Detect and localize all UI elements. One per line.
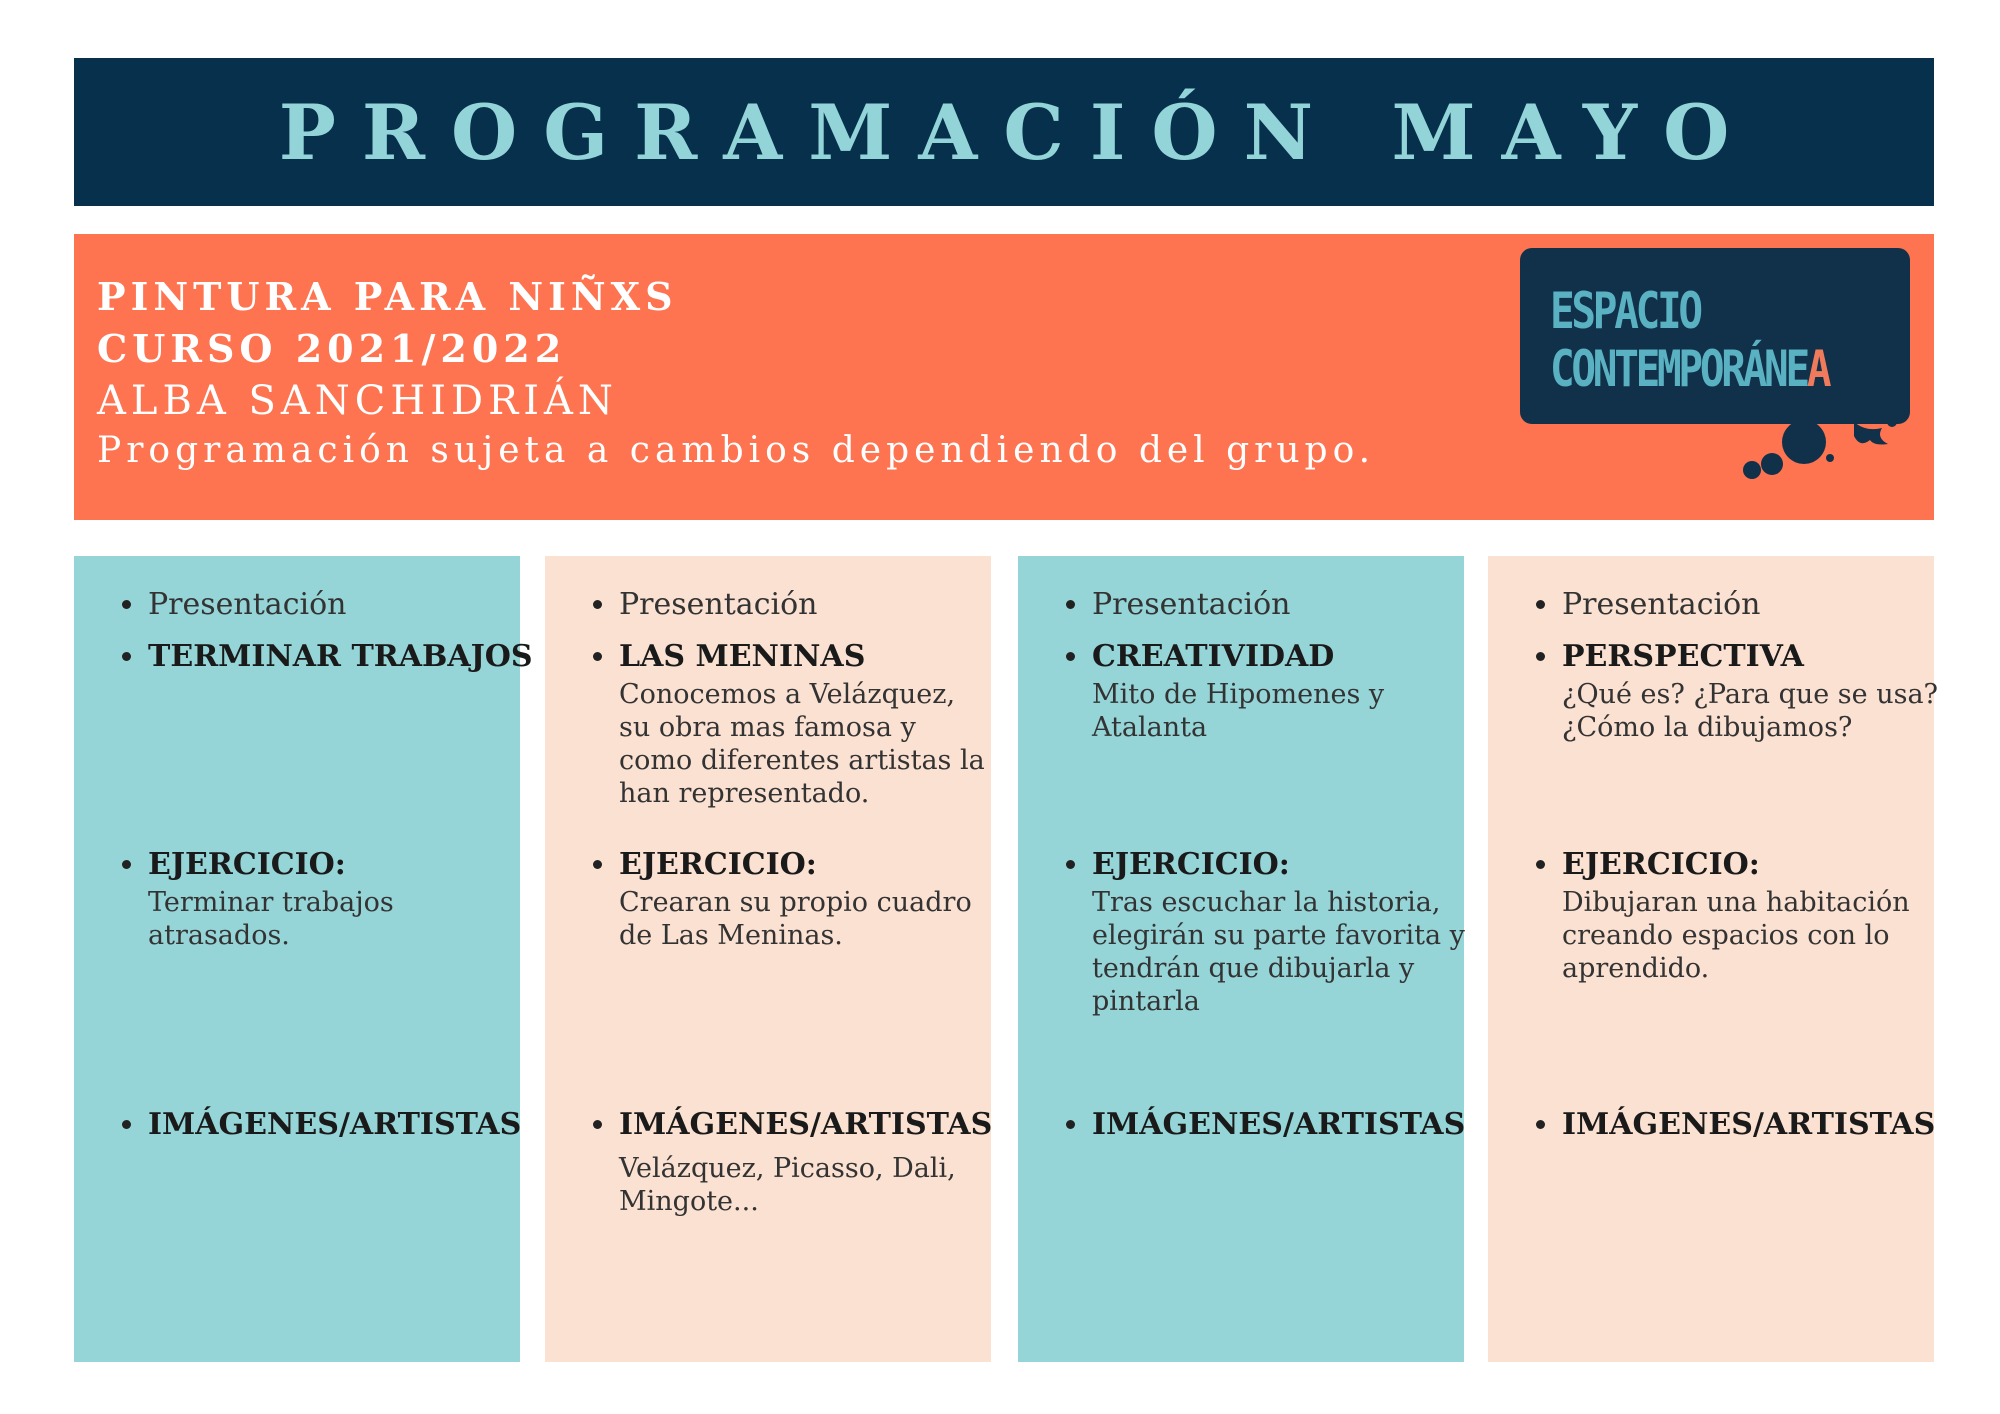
bullet-icon [593,860,602,869]
bullet-icon [122,860,131,869]
ink-splat-icon [1654,414,1914,514]
bullet-icon [122,652,131,661]
topic-item: CREATIVIDAD Mito de Hipomenes y Atalanta [1092,638,1454,744]
bullet-icon [1066,652,1075,661]
topic-description: Conocemos a Velázquez, su obra mas famosa y como diferentes artistas la han representado. [619,679,985,809]
images-description: Velázquez, Picasso, Dali, Mingote... [619,1153,956,1217]
exercise-item: EJERCICIO: Terminar trabajos atrasados. [148,846,510,952]
images-item: IMÁGENES/ARTISTAS Velázquez, Picasso, Dali, Mingote... [619,1106,981,1218]
week-column-2 [545,556,991,1362]
intro-item: Presentación [1562,586,1924,624]
bullet-icon [1066,860,1075,869]
bullet-icon [1536,860,1545,869]
course-year: CURSO 2021/2022 [97,326,567,371]
bullet-icon [122,1120,131,1129]
exercise-description: Crearan su propio cuadro de Las Meninas. [619,887,972,951]
schedule-note: Programación sujeta a cambios dependiendo del grupo. [97,430,1376,471]
week-column-4 [1488,556,1939,1362]
bullet-icon [593,1120,602,1129]
title-bar [74,58,1934,206]
topic-description: ¿Qué es? ¿Para que se usa? ¿Cómo la dibujamos? [1562,679,1939,743]
teacher-name: ALBA SANCHIDRIÁN [97,378,618,424]
exercise-description: Terminar trabajos atrasados. [148,887,394,951]
exercise-item: EJERCICIO: Dibujaran una habitación creando espacios con lo aprendido. [1562,846,1924,985]
bullet-icon [1536,600,1545,609]
weekly-columns [74,556,1939,1362]
intro-item: Presentación [619,586,981,624]
exercise-description: Dibujaran una habitación creando espacios con lo aprendido. [1562,887,1910,984]
images-item: IMÁGENES/ARTISTAS [148,1106,510,1144]
week-column-1 [74,556,533,1362]
intro-item: Presentación [1092,586,1454,624]
bullet-icon [1066,600,1075,609]
topic-item: LAS MENINAS Conocemos a Velázquez, su obra mas famosa y como diferentes artistas la han representado. [619,638,981,810]
page-title: PROGRAMACIÓN MAYO [278,87,1756,177]
topic-item: PERSPECTIVA ¿Qué es? ¿Para que se usa? ¿Cómo la dibujamos? [1562,638,1924,744]
bullet-icon [593,652,602,661]
course-name: PINTURA PARA NIÑXS [97,274,678,319]
images-item: IMÁGENES/ARTISTAS [1562,1106,1924,1144]
week-column-3 [1018,556,1464,1362]
bullet-icon [122,600,131,609]
bullet-icon [593,600,602,609]
course-banner [74,234,1934,520]
espacio-contemporanea-logo [1520,248,1910,424]
bullet-icon [1536,1120,1545,1129]
bullet-icon [1536,652,1545,661]
exercise-description: Tras escuchar la historia, elegirán su parte favorita y tendrán que dibujarla y pintarla [1092,887,1465,1017]
topic-description: Mito de Hipomenes y Atalanta [1092,679,1385,743]
bullet-icon [1066,1120,1075,1129]
images-item: IMÁGENES/ARTISTAS [1092,1106,1454,1144]
exercise-item: EJERCICIO: Crearan su propio cuadro de Las Meninas. [619,846,981,952]
intro-item: Presentación [148,586,510,624]
logo-word-contemporanea: CONTEMPORÁNEA [1550,340,1829,398]
logo-word-espacio: ESPACIO [1550,282,1700,340]
topic-item: TERMINAR TRABAJOS [148,638,510,676]
exercise-item: EJERCICIO: Tras escuchar la historia, elegirán su parte favorita y tendrán que dibujarla y pintarla [1092,846,1454,1018]
